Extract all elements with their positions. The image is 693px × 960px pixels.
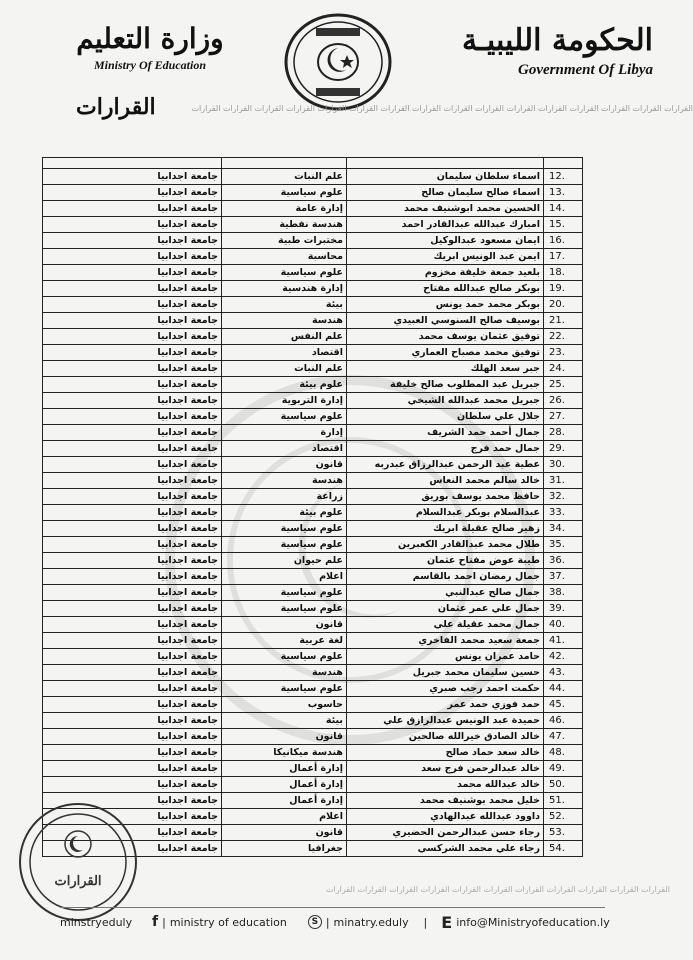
number-cell: 43. [544,665,583,681]
number-cell: 21. [544,313,583,329]
specialty-cell: علوم سياسية [222,409,347,425]
table-row [43,377,583,393]
name-cell: ايمان مسعود عبدالوكيل [347,233,544,249]
table-row [43,329,583,345]
name-cell: عطية عبد الرحمن عبدالرزاق عبدربه [347,457,544,473]
name-cell: توفيق عثمان يوسف محمد [347,329,544,345]
facebook-link[interactable]: ministry of education [169,915,287,929]
number-cell: 26. [544,393,583,409]
name-cell: جمال صالح عبدالنبي [347,585,544,601]
name-cell: جمال حمد فرج [347,441,544,457]
specialty-cell: علم النبات [222,361,347,377]
name-cell: توفيق محمد مصباح العماري [347,345,544,361]
government-header [433,22,653,79]
name-cell: جمال محمد عقيلة علي [347,617,544,633]
number-cell: 25. [544,377,583,393]
stamp-text: القرارات [54,874,102,889]
university-cell: جامعة اجدابيا [43,345,222,361]
specialty-cell: إدارة عامة [222,201,347,217]
university-cell: جامعة اجدابيا [43,473,222,489]
name-cell: جمعة سعيد محمد الفاخري [347,633,544,649]
name-cell: جبريل محمد عبدالله الشيخي [347,393,544,409]
number-cell: 41. [544,633,583,649]
email-icon: E [441,912,453,932]
table-row [43,265,583,281]
footer-sep: | [423,915,428,929]
university-cell: جامعة اجدابيا [43,201,222,217]
number-cell: 52. [544,809,583,825]
specialty-cell: محاسبة [222,249,347,265]
table-row [43,345,583,361]
number-cell: 30. [544,457,583,473]
specialty-cell: اعلام [222,809,347,825]
footer-contacts [60,913,670,931]
name-cell: جبريل عبد المطلوب صالح خليفة [347,377,544,393]
name-cell: خالد سعد حماد صالح [347,745,544,761]
table-row [43,361,583,377]
specialty-cell: هندسة [222,665,347,681]
university-cell: جامعة اجدابيا [43,633,222,649]
specialty-cell: علوم سياسية [222,185,347,201]
name-cell: جمال رمضان احمد بالقاسم [347,569,544,585]
decisions-title: القرارات [70,94,162,120]
number-cell: 40. [544,617,583,633]
university-cell: جامعة اجدابيا [43,297,222,313]
name-cell: ايمن عبد الونيس ابريك [347,249,544,265]
ministry-title-en: Ministry Of Education [93,58,207,72]
university-cell: جامعة اجدابيا [43,601,222,617]
name-cell: داوود عبدالله عبدالهادي [347,809,544,825]
table-row [43,233,583,249]
specialty-cell: علوم سياسية [222,681,347,697]
table-row [43,649,583,665]
specialty-cell: قانون [222,457,347,473]
number-cell: 36. [544,553,583,569]
name-cell: بوسيف صالح السنوسي العبيدي [347,313,544,329]
table-row [43,745,583,761]
university-cell: جامعة اجدابيا [43,313,222,329]
specialty-cell: إدارة هندسية [222,281,347,297]
university-cell: جامعة اجدابيا [43,409,222,425]
name-cell: حافظ محمد يوسف بوريق [347,489,544,505]
name-cell: خالد الصادق خيرالله صالحين [347,729,544,745]
table-row [43,777,583,793]
email-link[interactable]: info@Ministryofeducation.ly [456,915,610,929]
ministry-title-ar: وزارة التعليم [76,22,224,55]
university-cell: جامعة اجدابيا [43,729,222,745]
number-cell: 22. [544,329,583,345]
footer-band-text: القرارات القرارات القرارات القرارات القرارات القرارات القرارات القرارات القرارات القرارات القرارات [326,885,670,894]
specialty-cell: هندسة [222,473,347,489]
band-watermark-text: القرارات القرارات القرارات القرارات القرارات القرارات القرارات القرارات القرارات القرارات القرارات القرارات القرارات القرارات القرارات القرارات [191,104,693,113]
number-cell: 18. [544,265,583,281]
name-cell: حميدة عبد الونيس عبدالرازق علي [347,713,544,729]
table-row [43,425,583,441]
number-cell: 46. [544,713,583,729]
university-cell: جامعة اجدابيا [43,489,222,505]
specialty-cell: علم النفس [222,329,347,345]
name-cell: بلعيد جمعة خليفة مخزوم [347,265,544,281]
university-cell: جامعة اجدابيا [43,505,222,521]
table-row [43,185,583,201]
number-cell: 49. [544,761,583,777]
government-title-en: Government Of Libya [518,62,653,78]
number-cell: 16. [544,233,583,249]
table-row [43,201,583,217]
number-cell: 31. [544,473,583,489]
university-cell: جامعة اجدابيا [43,393,222,409]
table-row [43,697,583,713]
specialty-cell: إدارة أعمال [222,777,347,793]
specialty-cell: لغة عربية [222,633,347,649]
name-cell: رجاء حسن عبدالرحمن الحضيري [347,825,544,841]
name-cell: الحسين محمد ابوشنيف محمد [347,201,544,217]
table-row [43,441,583,457]
table-row [43,297,583,313]
university-cell: جامعة اجدابيا [43,217,222,233]
number-cell: 27. [544,409,583,425]
table-row [43,585,583,601]
number-cell: 45. [544,697,583,713]
university-cell: جامعة اجدابيا [43,761,222,777]
university-cell: جامعة اجدابيا [43,169,222,185]
table-row [43,473,583,489]
name-cell: زهير صالح عقيلة ابريك [347,521,544,537]
number-cell: 32. [544,489,583,505]
name-cell: بوبكر محمد حمد يونس [347,297,544,313]
university-cell: جامعة اجدابيا [43,185,222,201]
table-row [43,409,583,425]
number-cell: 20. [544,297,583,313]
university-cell: جامعة اجدابيا [43,793,222,809]
table-row [43,681,583,697]
name-cell: امبارك عبدالله عبدالقادر احمد [347,217,544,233]
specialty-cell: مختبرات طبية [222,233,347,249]
specialty-cell: علوم سياسية [222,537,347,553]
number-cell: 33. [544,505,583,521]
specialty-cell: علوم سياسية [222,649,347,665]
specialty-cell: جغرافيا [222,841,347,857]
specialty-cell: إدارة التربوية [222,393,347,409]
table-row [43,665,583,681]
specialty-cell: بيئة [222,297,347,313]
table-row [43,249,583,265]
name-cell: حمد فوزي حمد عمر [347,697,544,713]
university-cell: جامعة اجدابيا [43,649,222,665]
name-cell: خالد سالم محمد النعاس [347,473,544,489]
specialty-cell: إدارة أعمال [222,793,347,809]
table-row [43,521,583,537]
university-cell: جامعة اجدابيا [43,841,222,857]
name-cell: اسماء صالح سليمان صالح [347,185,544,201]
specialty-cell: إدارة [222,425,347,441]
table-row [43,761,583,777]
specialty-cell: علوم سياسية [222,585,347,601]
table-row [43,713,583,729]
number-cell: 29. [544,441,583,457]
names-table-body [43,158,583,857]
footer-divider [60,907,605,908]
table-row [43,169,583,185]
name-cell: طيبة عوض مفتاح عثمان [347,553,544,569]
table-row [43,489,583,505]
table-header-row [43,158,583,169]
number-cell: 50. [544,777,583,793]
university-cell: جامعة اجدابيا [43,825,222,841]
university-cell: جامعة اجدابيا [43,665,222,681]
specialty-cell: اقتصاد [222,345,347,361]
number-cell: 54. [544,841,583,857]
specialty-cell: قانون [222,825,347,841]
official-stamp-icon [16,800,140,924]
number-cell: 47. [544,729,583,745]
number-cell: 35. [544,537,583,553]
table-row [43,393,583,409]
table-row [43,601,583,617]
name-cell: خليل محمد بوشنيف محمد [347,793,544,809]
name-cell: بوبكر صالح عبدالله مفتاح [347,281,544,297]
number-cell: 51. [544,793,583,809]
number-cell: 44. [544,681,583,697]
number-cell: 42. [544,649,583,665]
specialty-cell: هندسة نفطية [222,217,347,233]
table-row [43,457,583,473]
name-cell: رجاء علي محمد الشركسي [347,841,544,857]
university-cell: جامعة اجدابيا [43,585,222,601]
footer-handle: minstryeduly [60,915,133,929]
footer-sep: | [325,915,330,929]
university-cell: جامعة اجدابيا [43,713,222,729]
university-cell: جامعة اجدابيا [43,521,222,537]
number-cell: 48. [544,745,583,761]
university-cell: جامعة اجدابيا [43,425,222,441]
name-cell: جلال علي سلطان [347,409,544,425]
name-cell: طلال محمد عبدالقادر الكعبرين [347,537,544,553]
specialty-cell: اعلام [222,569,347,585]
university-cell: جامعة اجدابيا [43,249,222,265]
name-cell: عبدالسلام بوبكر عبدالسلام [347,505,544,521]
specialty-cell: هندسة ميكانيكا [222,745,347,761]
specialty-cell: حاسوب [222,697,347,713]
skype-link[interactable]: minatry.eduly [333,915,409,929]
specialty-cell: علم النبات [222,169,347,185]
name-cell: خالد عبدالله محمد [347,777,544,793]
number-cell: 53. [544,825,583,841]
university-cell: جامعة اجدابيا [43,537,222,553]
university-cell: جامعة اجدابيا [43,265,222,281]
number-cell: 14. [544,201,583,217]
table-row [43,505,583,521]
specialty-cell: هندسة [222,313,347,329]
number-cell: 19. [544,281,583,297]
names-table [42,157,583,857]
number-cell: 37. [544,569,583,585]
ministry-header [50,20,250,73]
specialty-cell: علم حيوان [222,553,347,569]
university-cell: جامعة اجدابيا [43,233,222,249]
table-row [43,281,583,297]
university-cell: جامعة اجدابيا [43,441,222,457]
table-row [43,217,583,233]
university-cell: جامعة اجدابيا [43,697,222,713]
university-cell: جامعة اجدابيا [43,377,222,393]
specialty-cell: علوم سياسية [222,521,347,537]
number-cell: 39. [544,601,583,617]
specialty-cell: بيئة [222,713,347,729]
number-cell: 24. [544,361,583,377]
name-cell: جمال علي عمر عثمان [347,601,544,617]
number-cell: 34. [544,521,583,537]
number-cell: 38. [544,585,583,601]
university-cell: جامعة اجدابيا [43,777,222,793]
skype-icon: S [308,915,322,929]
specialty-cell: علوم سياسية [222,601,347,617]
table-row [43,553,583,569]
specialty-cell: زراعة [222,489,347,505]
number-cell: 28. [544,425,583,441]
table-row [43,537,583,553]
university-cell: جامعة اجدابيا [43,745,222,761]
university-cell: جامعة اجدابيا [43,329,222,345]
footer-sep: | [162,915,166,929]
specialty-cell: علوم بيئة [222,377,347,393]
specialty-cell: إدارة أعمال [222,761,347,777]
name-cell: اسماء سلطان سليمان [347,169,544,185]
university-cell: جامعة اجدابيا [43,361,222,377]
university-cell: جامعة اجدابيا [43,281,222,297]
number-cell: 23. [544,345,583,361]
university-cell: جامعة اجدابيا [43,681,222,697]
name-cell: جمال أحمد حمد الشريف [347,425,544,441]
specialty-cell: اقتصاد [222,441,347,457]
name-cell: حكمت احمد رجب صبري [347,681,544,697]
university-cell: جامعة اجدابيا [43,569,222,585]
table-row [43,313,583,329]
name-cell: حسين سليمان محمد جبريل [347,665,544,681]
specialty-cell: قانون [222,729,347,745]
table-row [43,633,583,649]
university-cell: جامعة اجدابيا [43,617,222,633]
number-cell: 12. [544,169,583,185]
number-cell: 13. [544,185,583,201]
university-cell: جامعة اجدابيا [43,553,222,569]
specialty-cell: علوم بيئة [222,505,347,521]
table-row [43,569,583,585]
specialty-cell: قانون [222,617,347,633]
facebook-icon: f [152,914,159,930]
table-row [43,729,583,745]
name-cell: حامد عمران يونس [347,649,544,665]
name-cell: خالد عبدالرحمن فرج سعد [347,761,544,777]
university-cell: جامعة اجدابيا [43,809,222,825]
number-cell: 15. [544,217,583,233]
name-cell: جبر سعد الهلك [347,361,544,377]
government-title-ar: الحكومة الليبيـة [462,23,653,58]
university-cell: جامعة اجدابيا [43,457,222,473]
table-row [43,617,583,633]
specialty-cell: علوم سياسية [222,265,347,281]
number-cell: 17. [544,249,583,265]
